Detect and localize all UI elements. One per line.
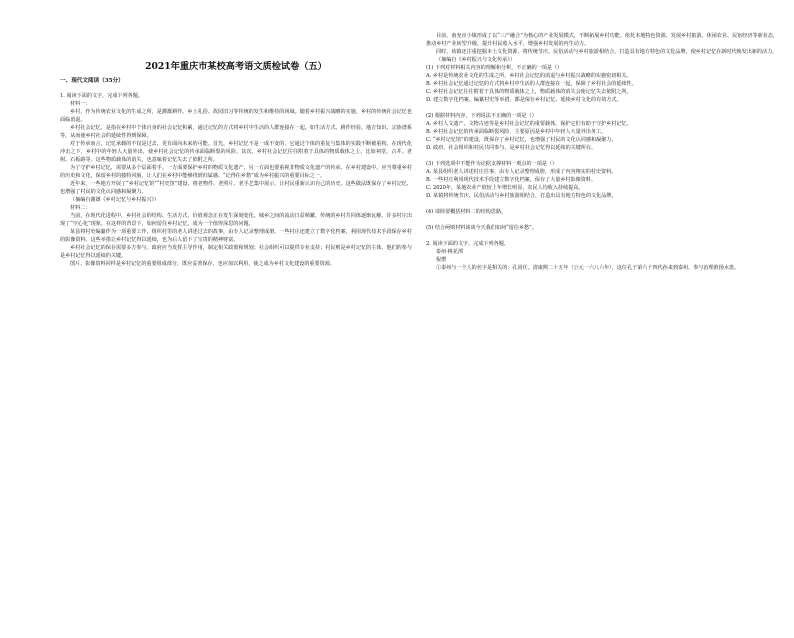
option: A. 某县组织老人讲述村庄往事，由专人记录整理成册，形成了内容翔实的村史资料。 bbox=[426, 169, 617, 175]
option: B. 一些村庄利用现代技术手段建立数字化档案，保存了大量乡村影像资料。 bbox=[426, 177, 596, 183]
paragraph: 乡村社会记忆的保存需要多方参与。政府应当发挥主导作用，制定相关政策和规划；社会组织可以提供专业支持；村民则是乡村记忆的主体，他们的参与是乡村记忆得以延续的关键。 bbox=[60, 245, 412, 259]
source-note: （摘编自《乡村振兴与文化传承》） bbox=[436, 57, 515, 63]
question-stem: (5) 结合两则材料谈谈今天我们如何“留住乡愁”。 bbox=[426, 225, 537, 231]
question-stem: (1) 下列对材料相关内容的理解和分析，不正确的一项是（） bbox=[426, 65, 563, 71]
paragraph: 图片、影像资料同样是乡村记忆的重要组成部分，既应妥善保存，也应加以利用，使之成为乡村文化建设的重要资源。 bbox=[70, 261, 335, 267]
material-label: 材料二： bbox=[70, 205, 91, 211]
question-stem: (4) 请简要概括材料二的结构思路。 bbox=[426, 209, 507, 215]
section-heading: 一、现代文阅读（35分） bbox=[60, 78, 124, 84]
option: A. 乡村人文遗产、文物古迹等是乡村社会记忆的重要载体，保护它们有助于守护乡村记忆。 bbox=[426, 121, 632, 127]
passage-title: 泰州·桃花潭 bbox=[436, 249, 464, 255]
paragraph: 某县将村史编纂作为一项重要工作，组织村里的老人讲述过去的故事，由专人记录整理成册。一些村庄还建立了数字化档案，利用现代技术手段保存乡村的影像资料。这些举措让乡村记忆得以延续，也为后人留下了宝贵的精神财富。 bbox=[60, 229, 412, 243]
passage-author: 倪瓒 bbox=[436, 257, 447, 263]
question-stem: (3) 下列选项中不能作为论据支撑材料一观点的一项是（） bbox=[426, 161, 558, 167]
paragraph: ①泰州与一个人的名字是相关的：孔尚任。清康熙二十五年（公元一六八六年），这位孔子第六十四代孙来到泰州，参与治理淮扬水患。 bbox=[436, 265, 740, 271]
question-intro: 1. 阅读下面的文字，完成下列各题。 bbox=[60, 93, 143, 99]
right-column bbox=[426, 32, 778, 594]
source-note: （摘编自谢雄《乡村记忆与乡村振兴》） bbox=[70, 197, 160, 203]
question-stem: (2) 根据材料内容，下列说法不正确的一项是（） bbox=[426, 113, 537, 119]
material-label: 材料一： bbox=[70, 101, 91, 107]
paragraph: 乡村，作为传统农业文化的生成之所，是灌溉耕作、乡土礼俗、故园旧习等传统的发生和维持的场域。随着乡村振兴战略的实施，乡村的传统社会记忆也面临消退。 bbox=[60, 109, 412, 123]
paragraph: 为了守护乡村记忆，需要从多个层面着手。一方面要保护乡村的物质文化遗产，另一方面也要重视非物质文化遗产的传承。在乡村建设中，应当尊重乡村的历史和文化，保留乡村的独特风貌，让人们在乡村中能够找到归属感。“记得住乡愁”成为乡村振兴的重要目标之一。 bbox=[60, 165, 412, 179]
option: D. 建立数字化档案、编纂村史等举措，都是保存乡村记忆、延续乡村文化的有效方式。 bbox=[426, 97, 622, 103]
option: C. 乡村社会记忆往往附着于具体的物质载体之上，物质载体的消失会使记忆失去依附之所。 bbox=[426, 89, 632, 95]
option: D. 政府、社会组织和村民共同参与，是乡村社会记忆得以延续的关键所在。 bbox=[426, 145, 597, 151]
option: B. 乡村社会记忆通过记忆的方式将乡村中生活的人群连接在一起，保障了乡村社会的延续性。 bbox=[426, 81, 637, 87]
option: C. “乡村记忆馆”的建设，既保存了乡村记忆，也增强了村民的文化认同感和凝聚力。 bbox=[426, 137, 617, 143]
paragraph: 乡村社会记忆，是指在乡村中个体自身的社会记忆积累，通过记忆的方式将乡村中生活的人群连接在一起，如生活方式、耕作经验、地方知识、宗族谱系等，从而使乡村社会的延续性得到保障。 bbox=[60, 125, 412, 139]
option: A. 乡村是传统农业文化的生成之所，乡村社会记忆的消退与乡村振兴战略的实施密切相关。 bbox=[426, 73, 632, 79]
page-title: 2021年重庆市某校高考语文质检试卷（五） bbox=[145, 61, 327, 72]
paragraph: 近年来，一些地方开展了“乡村记忆馆”“村史馆”建设，将老物件、老照片、老手艺集中展示，让村民重新认识自己的历史。这些做法既保存了乡村记忆，也增强了村民的文化认同感和凝聚力。 bbox=[60, 181, 412, 195]
option: D. 某镇将传统节庆、民俗活动与乡村旅游相结合，打造出具有地方特色的文化品牌。 bbox=[426, 193, 617, 199]
option: B. 乡村社会记忆的传承面临断裂风险，主要原因是乡村中年轻人大量外出务工。 bbox=[426, 129, 607, 135]
paragraph: 对于传承而言，记忆承载的不仅是过去，更有面向未来的可能。首先，乡村记忆不是一成不变的，它通过个体的重复与集体的实践不断被重构。在现代化冲击之下，乡村中的年轻人大量外出，使乡村社会记忆的传承面临断裂的风险。其次，乡村社会记忆往往附着于具体的物质载体之上，比如祠堂、古井、老树、石板路等。这些物质载体的消失，也意味着记忆失去了依附之所。 bbox=[60, 141, 412, 163]
option: C. 2020年，某地农业产值较上年增长明显，农民人均收入持续提高。 bbox=[426, 185, 584, 191]
left-column bbox=[60, 76, 412, 638]
question-intro: 2. 阅读下面的文字，完成下列各题。 bbox=[426, 241, 509, 247]
paragraph: 当前，在现代化进程中，乡村社会的结构、生活方式、价值观念正在发生深刻变化。城乡之间的流动日益频繁，传统的乡村共同体逐渐瓦解，许多村庄出现了“空心化”现象。在这样的背景下，如何留住乡村记忆，成为一个值得深思的问题。 bbox=[60, 213, 412, 227]
paragraph: 同时，该镇还注重挖掘本土文化资源，将传统节庆、民俗活动与乡村旅游相结合，打造具有地方特色的文化品牌，使乡村记忆在新时代焕发出新的活力。 bbox=[436, 49, 778, 55]
paragraph: 目前，南充市小镇形成了以“三产融合”为核心的产业发展模式，不断拓展乡村功能。依托本地特色资源，发展乡村旅游、休闲农业、民宿经济等新业态，推动乡村产业转型升级，提升村民收入水平，增强乡村发展的内生动力。 bbox=[426, 33, 778, 47]
